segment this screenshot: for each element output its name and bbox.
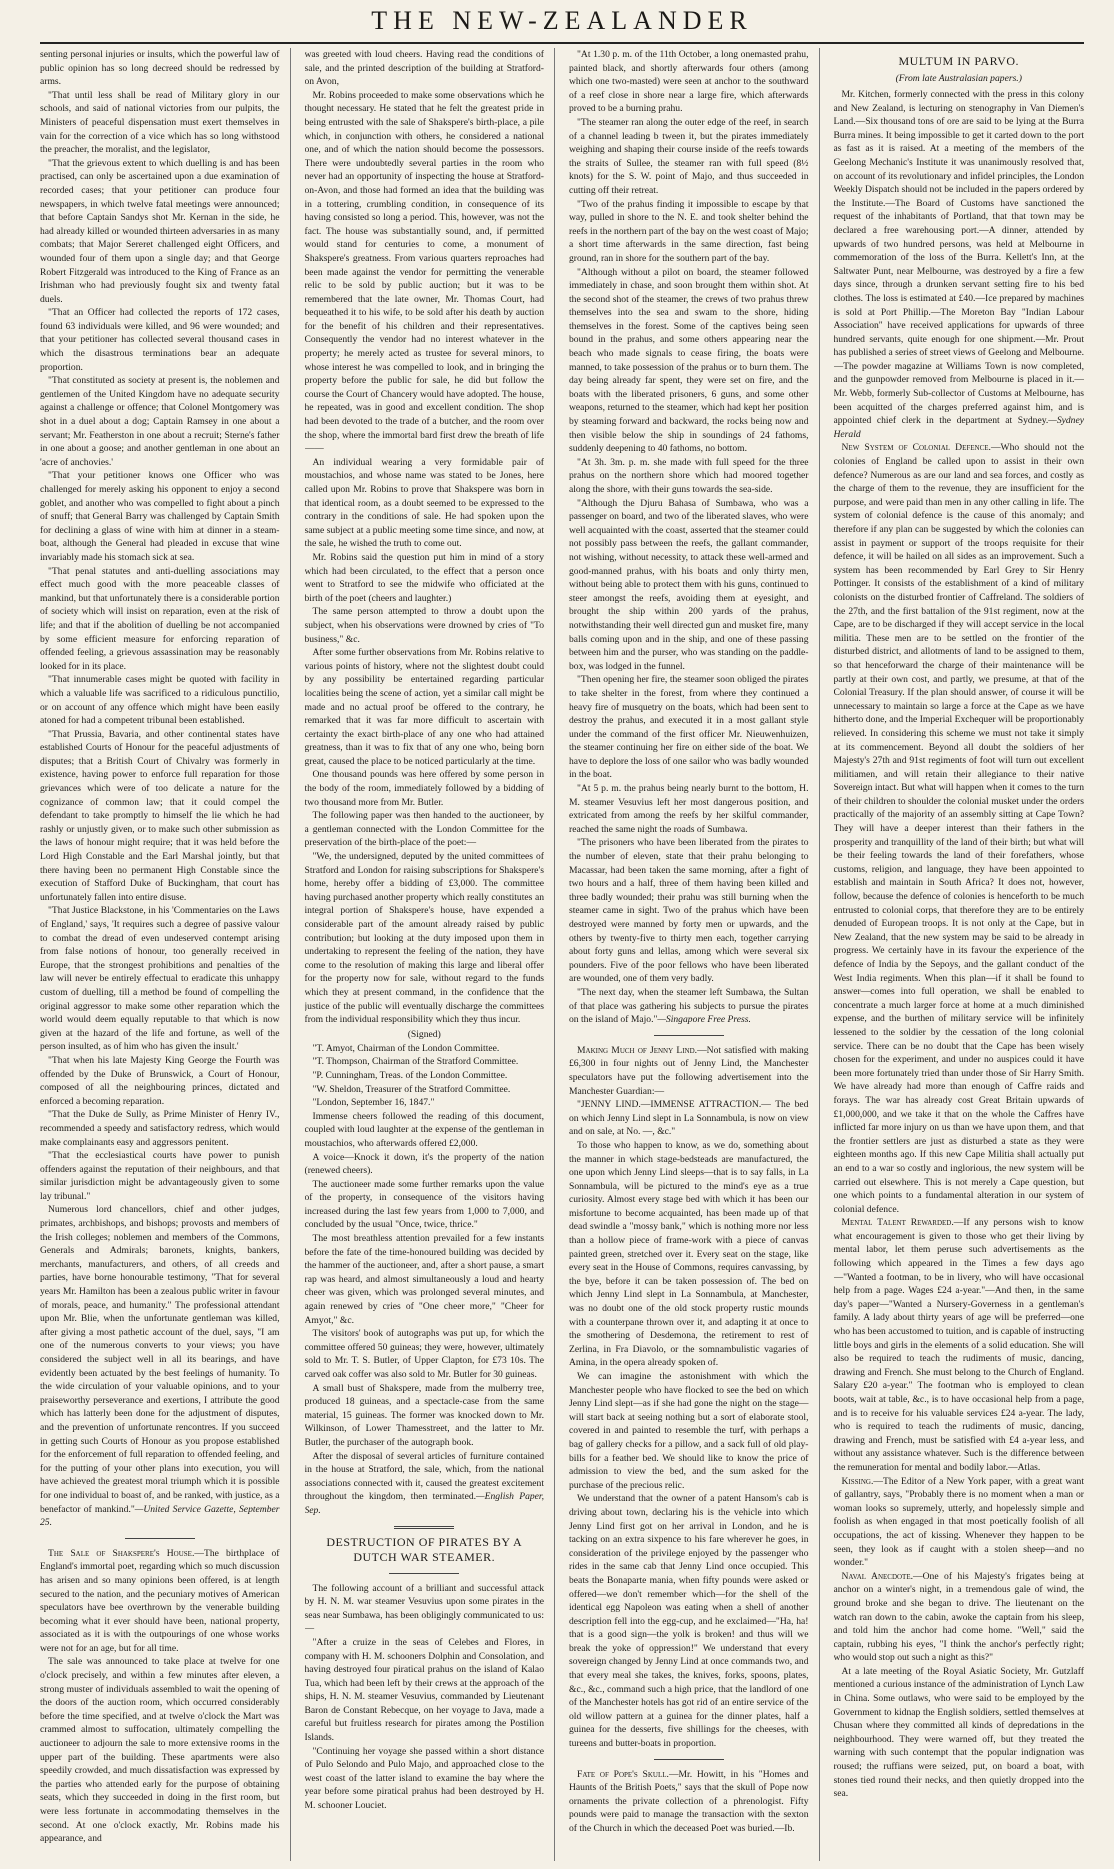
- paragraph: "At 3h. 3m. p. m. she made with full speed for the three prahus on the northern shore which had moored together along the shore, with their guns towards the sea-side.: [569, 456, 809, 495]
- paragraph: was greeted with loud cheers. Having read the conditions of sale, and the printed description of the building at Stratford-on Avon,: [304, 49, 544, 88]
- paragraph: "Although the Djuru Bahasa of Sumbawa, who was a passenger on board, and two of the liberated slaves, who were well acquainted with the coast, asserted that the steamer could not possibly pass between the reefs, the gallant commander, not wishing, without necessity, to attack these well-armed and good-manned prahus, with his boats and only thirty men, without being able to protect them with his guns, continued to steer amongst the reefs, avoiding them at eyesight, and brought the ship within 200 yards of the prahus, notwithstanding their well directed gun and musket fire, many balls coming upon and in the ship, and one of these passing between him and the purser, who was standing on the paddle-box, was lodged in the funnel.: [569, 497, 809, 672]
- paragraph-text: The bed on which Jenny Lind slept in La Sonnambula, is now on view and on sale, at No. —, &c.": [569, 1099, 809, 1138]
- article-mental-talent: [834, 1216, 1085, 1474]
- divider: [125, 1538, 195, 1539]
- ad-heading: "JENNY LIND.—IMMENSE ATTRACTION.—: [577, 1099, 771, 1111]
- paragraph: The visitors' book of autographs was put up, for which the committee offered 50 guineas; they were, however, ultimately sold to Mr. T. S. Butler, of Upper Clapton, for £73 10s. The carved oak coffer was also sold to Mr. Butler for 30 guineas.: [304, 1328, 544, 1380]
- article-naval-anecdote: [834, 1570, 1085, 1665]
- paragraph: "That the grievous extent to which duelling is and has been practised, can only be ascertained upon a due examination of recorded cases; that your petitioner can produce four newspapers, in which twelve fatal meetings were announced; that before Captain Sandys shot Mr. Kernan in the side, he had already killed or wounded thirteen adversaries in as many combats; that Major Sereret challenged eight Officers, and wounded four of them upon a single day; and that George Robert Fitzgerald was introduced to the King of France as an Irishman who had previously fought six and twenty fatal duels.: [40, 157, 280, 305]
- paragraph: [569, 1098, 809, 1139]
- signature: "T. Amyot, Chairman of the London Committee.: [312, 1042, 500, 1054]
- source-credit: —United Service Gazette, September 25.: [40, 1503, 280, 1529]
- article-colonial-defence: [834, 441, 1085, 1216]
- article-shakspere-sale: [40, 1547, 280, 1656]
- paragraph: Mr. Robins proceeded to make some observations which he thought necessary. He stated that he felt the greatest pride in being entrusted with the sale of Shakspere's birth-place, a pile which, in conjunction with others, he considered a national one, and of which the nation should become the possessors. There were undoubtedly several parties in the room who never had an opportunity of inspecting the house at Stratford-on-Avon, and those had formed an idea that the building was in a tottering, crumbling condition, in consequence of its having consisted so long a period. This, however, was not the fact. The house was substantially sound, and, if permitted would stand for centuries to come, a monument of Shakspere's greatness. From various quarters reproaches had been made against the vendor for permitting the venerable relic to be sold by public auction; but it was to be remembered that the late owner, Mr. Thomas Court, had bequeathed it to his wife, to be sold after his death by auction for the benefit of his children and their representatives. Consequently the vendor had no interest whatever in the property; he merely acted as trustee for several minors, to whose interest he was compelled to look, and in bringing the property before the public for sale, he did but follow the course the Court of Chancery would have adopted. The house, he repeated, was in good and excellent condition. The shop had been devoted to the trade of a butcher, and the room over the shop, where the immortal bard first drew the breath of life——: [304, 89, 544, 455]
- divider: [394, 1526, 454, 1529]
- paragraph: "Then opening her fire, the steamer soon obliged the pirates to take shelter in the forest, from where they continued a heavy fire of musquetry on the boats, which had been sent to destroy the prahus, and executed it in a most gallant style under the command of the first officer Mr. Nieuwenhuizen, the steamer continuing her fire on either side of the boat. We have to deplore the loss of one sailor who was badly wounded in the boat.: [569, 674, 809, 781]
- article-heading: Naval Anecdote.: [841, 1570, 913, 1582]
- paragraph: At a late meeting of the Royal Asiatic Society, Mr. Gutzlaff mentioned a curious instance of the administration of Lynch Law in China. Some outlaws, who were said to be employed by the Government to kidnap the English soldiers, settled themselves at Chusan where they committed all kinds of depredations in the neighbourhood. They were warned off, but they treated the warning with such contempt that the popular indignation was roused; the ruffians were seized, put, on board a boat, with stones tied round their necks, and then quietly dropped into the sea.: [833, 1665, 1084, 1800]
- masthead: [40, 0, 1084, 44]
- paragraph: One thousand pounds was here offered by some person in the body of the room, immediately followed by a bidding of two thousand more from Mr. Butler.: [304, 769, 544, 808]
- paragraph: We understand that the owner of a patent Hansom's cab is driving about town, declaring his is the vehicle into which Jenny Lind first got on her arrival in London, and he is tacking on an extra sixpence to his fare wherever he goes, in consideration of the privilege enjoyed by the passenger who rides in the same cab that Jenny Lind once occupied. This beats the Bonaparte mania, when fifty pounds were asked or offered—we don't remember which—for the shell of the identical egg Napoleon was eating when a shell of another description fell into the egg-cup, and he exclaimed—"Ha, ha! that is a good sign—the yolk is broken! and thus will we break the yoke of oppression!" We understand that every sovereign changed by Jenny Lind at once commands two, and that every meal she takes, the knives, forks, spoons, plates, &c., &c., command such a high price, that the landlord of one of the Manchester hotels has got rid of an entire service of the old willow pattern at a guinea for the dinner plates, half a guinea for the desserts, five shillings for the cheeses, with tureens and butter-boats in proportion.: [569, 1493, 809, 1750]
- paragraph: Immense cheers followed the reading of this document, coupled with loud laughter at the expense of the gentleman in moustachios, who afterwards offered £2,000.: [304, 1110, 544, 1149]
- article-heading: New System of Colonial Defence.: [841, 442, 991, 454]
- paragraph: "That an Officer had collected the reports of 172 cases, found 63 individuals were killed, and 96 were wounded; and that your petitioner has collected several thousand cases in which the disastrous terminations bear an adequate proportion.: [40, 307, 280, 373]
- paragraph: [40, 1203, 280, 1529]
- source-credit: —Sydney Herald: [833, 415, 1084, 440]
- paragraph: "After a cruize in the seas of Celebes and Flores, in company with H. M. schooners Dolphin and Consolation, and having destroyed four piratical prahus on the island of Kalao Tua, which had been left by their crews at the approach of the ships, H. N. M. steamer Vesuvius, commanded by Lieutenant Baron de Constant Rebecque, on her voyage to Java, made a careful but fruitless research for pirates among the Postilion Islands.: [304, 1636, 544, 1744]
- paragraph: "That constituted as society at present is, the noblemen and gentlemen of the United Kingdom have no adequate security against a challenge or offence; that Colonel Montgomery was shot in a duel about a dog; Captain Ramsey in one about a servant; Mr. Featherston in one about a recruit; Sterne's father in one about a goose; and another gentleman in one about an 'acre of anchovies.': [40, 375, 280, 468]
- paragraph-text: Mr. Kitchen, formerly connected with the press in this colony and New Zealand, is lecturing on stenography in Van Diemen's Land.—Six thousand tons of ore are said to be lying at the Burra Burra mines. It being impossible to get it carted down to the port as fast as it is raised. At a meeting of the members of the Geelong Mechanic's Institute it was unanimously resolved that, on account of its revolutionary and infidel principles, the London Weekly Dispatch should not be included in the papers ordered by the Institute.—The Board of Customs have sanctioned the request of the inhabitants of Portland, that that town may be declared a free warehousing port.—A dinner, attended by upwards of two hundred persons, was held at Melbourne in commemoration of the loss of the Burra. Kellett's Inn, at the Saltwater Punt, near Melbourne, was destroyed by a fire a few days since, through a drunken servant setting fire to his bed clothes. The loss is estimated at £40.—Ice prepared by machines is sold at Port Phillip.—The Moreton Bay "Indian Labour Association" have received applications for upwards of three hundred servants, quite enough for one shipment.—Mr. Prout has published a series of street views of Geelong and Melbourne.—The powder magazine at Williams Town is now completed, and the gunpowder removed from Melbourne is placed in it.—Mr. Webb, formerly Sub-collector of Customs at Melbourne, has been acquitted of the charges preferred against him, and is appointed chief clerk in the department at Sydney.: [833, 89, 1084, 427]
- paragraph-text: —If any persons wish to know what encouragement is given to those who get their living by mental labor, let them peruse such advertisements as the following which appeared in the Times a few days ago—"Wanted a footman, to be in livery, who will have occasional help from a page. Wages £24 a-year."—And then, in the same day's paper—"Wanted a Nursery-Governess in a gentleman's family. A lady about thirty years of age will be preferred—one who has been accustomed to tuition, and is capable of instructing little boys and girls in the elements of a solid education. She will also be required to teach the rudiments of music, dancing, drawing and French. She must belong to the Church of England. Salary £20 a-year." The footman who is employed to clean boots, wait at table, &c., is to have occasional help from a page, and is to receive for his valuable services £24 a-year. The lady, who is required to teach the rudiments of music, dancing, drawing and French, must be satisfied with £4 a-year less, and without any assistance whatever. Such is the difference between the remuneration for mental and bodily labor.—Atlas.: [833, 1217, 1084, 1473]
- paragraph: A voice—Knock it down, it's the property of the nation (renewed cheers).: [304, 1151, 544, 1177]
- paragraph: "At 1.30 p. m. of the 11th October, a long onemasted prahu, painted black, and shortly afterwards four others (among which one two-masted) were seen at anchor to the southward of a reef close in shore near a large fire, which afterwards proved to be a burning prahu.: [569, 49, 809, 115]
- paragraph: The most breathless attention prevailed for a few instants before the fate of the time-honoured building was decided by the hammer of the auctioneer, and, after a short pause, a smart rap was heard, and almost simultaneously a loud and hearty cheer was given, which was prolonged several minutes, and again renewed by cries of "One cheer more," "Cheer for Amyot," &c.: [304, 1233, 544, 1326]
- signed-label: (Signed): [407, 1028, 441, 1040]
- section-heading: MULTUM IN PARVO.: [898, 54, 1019, 68]
- divider: [389, 1573, 459, 1574]
- section-subheading: (From late Australasian papers.): [895, 73, 1022, 84]
- source-credit: —English Paper, Sep.: [304, 1491, 544, 1516]
- paragraph: "That until less shall be read of Military glory in our schools, and said of national victories from our pulpits, the Ministers of peaceful dispensation must exert themselves in vain for the correction of a vice which has so long withstood the preacher, the moralist, and the legislator,: [40, 89, 280, 156]
- article-heading-pirates: DESTRUCTION OF PIRATES BY A DUTCH WAR STEAMER.: [326, 1534, 523, 1564]
- signature-date: "London, September 16, 1847.": [312, 1097, 435, 1109]
- columns: [40, 48, 1084, 1861]
- paragraph: "That the ecclesiastical courts have power to punish offenders against the reputation of their neighbours, and that similar jurisdiction might be advantageously given to some lay tribunal.": [40, 1150, 280, 1202]
- divider: [654, 1035, 724, 1036]
- paragraph: An individual wearing a very formidable pair of moustachios, and whose name was stated to be Jones, here called upon Mr. Robins to prove that Shakspere was born in that identical room, as a doubt seemed to be expressed to the contrary in the conditions of sale. He had spoken upon the same subject at a public meeting some time since, and now, at the sale, he wished the truth to come out.: [304, 456, 544, 550]
- signature: "W. Sheldon, Treasurer of the Stratford Committee.: [312, 1083, 511, 1095]
- paragraph-text: After the disposal of several articles of furniture contained in the house at Stratford, the sale, which, from the national associations connected with it, caused the greatest excitement throughout the kingdom, then terminated.: [304, 1450, 544, 1503]
- masthead-title: THE NEW-ZEALANDER: [371, 6, 753, 35]
- article-heading: Fate of Pope's Skull.: [577, 1768, 669, 1780]
- signature: "T. Thompson, Chairman of the Stratford Committee.: [312, 1056, 519, 1068]
- paragraph: After some further observations from Mr. Robins relative to various points of history, where not the slightest doubt could by any possibility be entertained regarding particular localities being the scene of action, yet a similar call might be made and no actual proof be offered to the contrary, he remarked that it was far more difficult to ascertain with certainty the exact birth-place of any one who had attained greatness, than it was to fix that of any one who, being born great, caused the place to be noticed particularly at the time.: [304, 647, 544, 767]
- article-heading: Kissing.: [841, 1475, 874, 1487]
- paragraph: "Although without a pilot on board, the steamer followed immediately in chase, and soon brought them within shot. At the second shot of the steamer, the crews of two prahus threw themselves into the sea and swam to the shore, hiding themselves in the forest. Some of the captives being seen bound in the prahus, and some others appearing near the beach who made signals to cease firing, the boats were manned, to take possession of the prahus or to burn them. The day being already far spent, they were set on fire, and the boats with the liberated prisoners, 6 guns, and some other weapons, returned to the steamer, which had kept her position by steaming forward and backward, the rocks being now and then visible below the ship in soundings of 24 fathoms, suddenly deepening to 40 fathoms, no bottom.: [569, 266, 809, 455]
- signature: "P. Cunningham, Treas. of the London Committee.: [312, 1069, 508, 1081]
- column-2: [305, 48, 556, 1861]
- article-heading: Mental Talent Rewarded.: [841, 1217, 954, 1229]
- paragraph: The same person attempted to throw a doubt upon the subject, when his observations were drowned by cries of "To business," &c.: [304, 606, 544, 645]
- paragraph-text: —The Editor of a New York paper, with a great want of gallantry, says, "Probably there is no moment when a man or woman looks so supremely, utterly, and hopelessly simple and foolish as when engaged in that most poetically foolish of all occupations, the act of kissing. Whenever they happen to be seen, they look as if caught with a stolen sheep—and no wonder.": [833, 1475, 1084, 1569]
- paragraph: "That Prussia, Bavaria, and other continental states have established Courts of Honour for the peaceful adjustments of disputes; that a British Court of Chivalry was formerly in existence, having power to enforce full reparation for those grievances which were of too delicate a nature for the cognizance of common law; that it could compel the defendant to take promptly to himself the lie which he had rashly or unjustly given, or to make such other submission as the laws of honour might require; that it was held before the Lord High Constable and the Earl Marshal jointly, but that there having been no permanent High Constable since the execution of Stafford Duke of Buckingham, that court has unfortunately fallen into entire disuse.: [40, 728, 280, 903]
- paragraph-text: —Not satisfied with making £6,300 in four nights out of Jenny Lind, the Manchester speculators have put the following advertisement into the Manchester Guardian:—: [569, 1044, 809, 1097]
- paragraph-text: "The next day, when the steamer left Sumbawa, the Sultan of that place was gathering his subjects to pursue the pirates on the island of Majo.": [569, 986, 809, 1026]
- paragraph: The following paper was then handed to the auctioneer, by a gentleman connected with the London Committee for the preservation of the birth-place of the poet:—: [304, 810, 544, 849]
- divider: [654, 1759, 724, 1760]
- article-heading: The Sale of Shakspere's House.: [48, 1547, 195, 1559]
- paragraph-text: —Mr. Howitt, in his "Homes and Haunts of the British Poets," says that the skull of Pope now ornaments the private collection of a phrenologist. Fifty pounds were paid to manage the transaction with the sexton of the Church in which the deceased Poet was buried.—Ib.: [569, 1768, 809, 1834]
- paragraph: "That when his late Majesty King George the Fourth was offended by the Duke of Brunswick, a Court of Honour, composed of all the neighbouring princes, dictated and enforced a becoming reparation.: [40, 1054, 280, 1107]
- paragraph: Mr. Robins said the question put him in mind of a story which had been circulated, to the effect that a person once went to Stratford to see the midwife who officiated at the birth of the poet (cheers and laughter.): [304, 551, 544, 604]
- source-credit: —Singapore Free Press.: [657, 1014, 751, 1026]
- paragraph: senting personal injuries or insults, which the powerful law of public opinion has so long decreed should be redressed by arms.: [40, 49, 280, 88]
- paragraph: The auctioneer made some further remarks upon the value of the property, in consequence of the visitors having increased during the last few years from 1,000 to 7,000, and concluded by the usual "Once, twice, thrice.": [304, 1178, 544, 1231]
- paragraph: "That penal statutes and anti-duelling associations may effect much good with the more peaceable classes of mankind, but that unfortunately there is a considerable portion of society which will insist on reparation, even at the risk of life; and that if the abolition of duelling be not accompanied by some efficient measure for enforcing reparation of offended feeling, a grievous assassination may be reasonably looked for in its place.: [40, 565, 280, 672]
- paragraph: [305, 1450, 545, 1518]
- paragraph: "The prisoners who have been liberated from the pirates to the number of eleven, state that their prahu belonging to Macassar, had been taken the same morning, after a fight of two hours and a half, three of them having been killed and three badly wounded; their prahu was still burning when the steamer came in sight. Two of the prahus which have been destroyed were manned by forty men or upwards, and the others by twenty-five to thirty men each, together carrying about forty guns and lellas, among which were several six pounders. Five of the poor fellows who have been liberated are wounded, one of them very badly.: [569, 837, 809, 985]
- paragraph: A small bust of Shakspere, made from the mulberry tree, produced 18 guineas, and a spectacle-case from the same material, 15 guineas. The former was knocked down to Mr. Wilkinson, of Lower Thamesstreet, and the latter to Mr. Butler, the purchaser of the autograph book.: [304, 1382, 544, 1448]
- paragraph-text: Numerous lord chancellors, chief and other judges, primates, archbishops, and bishops; provosts and members of the Irish colleges; noblemen and members of the Commons, Generals and Admirals; baronets, knights, bankers, merchants, manufacturers, and others, of all creeds and parties, have borne honourable testimony, "That for several years Mr. Hamilton has been a zealous public writer in favour of morals, peace, and humanity." The professional attendant upon Mr. Blie, when the unfortunate gentleman was killed, after giving a most pathetic account of the duel, says, "I am one of the numerous converts to your views; you have considered the subject well in all its bearings, and have evidently been actuated by the best feelings of humanity. To the wide circulation of your valuable opinions, and to your praiseworthy perseverance and exertions, I attribute the good which has latterly been done for the adjustment of disputes, and the prevention of unfortunate rencontres. If you succeed in getting such Courts of Honour as you propose established for the enforcement of full reparation to offended feeling, and for the putting of your other plans into execution, you will have achieved the greatest moral triumph which it is possible for one individual to boast of, and be ranked, with justice, as a benefactor of mankind.": [40, 1204, 280, 1515]
- paragraph: We can imagine the astonishment with which the Manchester people who have flocked to see the bed on which Jenny Lind slept—as if she had gone the night on the stage—will start back at seeing nothing but a sort of elaborate stool, covered in and painted to resemble the turf, with perhaps a bag of gallery checks for a pillow, and a sack full of old play-bills for a feather bed. We should like to know the price of admission to view the bed, and the sum asked for the purchase of the precious relic.: [569, 1371, 809, 1491]
- paragraph: "We, the undersigned, deputed by the united committees of Stratford and London for raising subscriptions for Shakspere's home, hereby offer a bidding of £3,000. The committee having purchased another property which really constitutes an integral portion of Shakspere's house, have expended a considerable part of the amount already raised by public contribution; but looking at the duty imposed upon them in undertaking to represent the feeling of the nation, they have come to the resolution of making this large and liberal offer for the property now for sale, without regard to the funds which they at present command, in the confidence that the justice of the public will eventually discharge the committees from the individual responsibility which they thus incur.: [304, 851, 544, 1026]
- paragraph: "That your petitioner knows one Officer who was challenged for merely asking his opponent to enjoy a second goblet, and another who was compelled to fight about a pinch of snuff; that General Barry was challenged by Captain Smith for declining a glass of wine with him at dinner in a steam-boat, although the General had pleaded in excuse that wine invariably made his stomach sick at sea.: [40, 470, 280, 563]
- column-3: [569, 48, 820, 1861]
- paragraph: The sale was announced to take place at twelve for one o'clock precisely, and within a few minutes after eleven, a strong muster of individuals assembled to wait the opening of the doors of the auction room, which occurred considerably before the time specified, and at twelve o'clock the Mart was crammed almost to suffocation, ultimately compelling the auctioneer to adjourn the sale to more extensive rooms in the upper part of the building. These apartments were also speedily crowded, and much dissatisfaction was expressed by the parties who attended early for the purpose of obtaining seats, which they succeeded in doing in the first room, but were less fortunate in accommodating themselves in the second. At one o'clock exactly, Mr. Robins made his appearance, and: [40, 1656, 280, 1845]
- article-heading: Making Much of Jenny Lind.: [577, 1044, 698, 1056]
- paragraph: "At 5 p. m. the prahus being nearly burnt to the bottom, H. M. steamer Vesuvius left her most dangerous position, and extricated from among the reefs by her skilful commander, reached the same night the roads of Sumbawa.: [569, 783, 809, 835]
- paragraph: "That the Duke de Sully, as Prime Minister of Henry IV., recommended a speedy and satisfactory redress, which would make complainants easy and aggressors penitent.: [40, 1109, 280, 1148]
- column-4: [834, 48, 1085, 1861]
- paragraph: [834, 88, 1085, 441]
- paragraph: "Continuing her voyage she passed within a short distance of Pulo Selondo and Pulo Majo, and approached close to the west coast of the latter island to examine the bay where the year before some piratical prahus had been destroyed by H. M. schooner Louciet.: [304, 1745, 544, 1812]
- article-kissing: [834, 1475, 1085, 1570]
- paragraph: "That Justice Blackstone, in his 'Commentaries on the Laws of England,' says, 'It requires such a degree of passive valour to combat the dread of even undeserved contempt arising from false notions of honour, too generally received in Europe, that the strongest prohibitions and penalties of the law will never be entirely effectual to eradicate this unhappy custom of duelling, till a method be found of compelling the original aggressor to make some other reparation which the world would deem equally reputable to that which is now given at the hazard of the life and fortune, as well of the person insulted, as of him who has given the insult.': [40, 905, 280, 1053]
- paragraph: "That innumerable cases might be quoted with facility in which a valuable life was sacrificed to a ridiculous punctilio, or on account of any offence which might have been easily atoned for had a competent tribunal been established.: [40, 674, 280, 727]
- paragraph: To those who happen to know, as we do, something about the manner in which stage-bedsteads are manufactured, the one upon which Jenny Lind sleeps—that is to say falls, in La Sonnambula, will be pictured to the mind's eye as a true curiosity. Almost every stage bed with which it has been our misfortune to become acquainted, has been made up of that dead swindle a "mossy bank," which is nothing more nor less than a hollow piece of frame-work with a piece of canvas painted green, stretched over it. Every seat on the stage, like every seat in the House of Commons, requires canvassing, by the bye, before it can be taken possession of. The bed on which Jenny Lind slept in La Sonnambula, at Manchester, was no doubt one of the old stock property rustic mounds with a counterpane thrown over it, and adapting it at once to the smothering of Desdemona, the retirement to rest of Zerlina, in Fra Diavolo, or the somnambulistic vagaries of Amina, in the opera already spoken of.: [569, 1139, 809, 1369]
- paragraph-text: —One of his Majesty's frigates being at anchor on a winter's night, in a tremendous gale of wind, the ground broke and she began to drive. The lieutenant on the watch ran down to the cabin, awoke the captain from his sleep, and told him the anchor had come home. "Well," said the captain, rubbing his eyes, "I think the anchor's perfectly right; who would stop out such a night as this?": [833, 1570, 1084, 1664]
- paragraph: "Two of the prahus finding it impossible to escape by that way, pulled in shore to the N. E. and took shelter behind the reefs in the northern part of the bay on the west coast of Majo; a short time afterwards in the same direction, fast being ground, ran in shore for the southern part of the bay.: [569, 198, 809, 264]
- article-popes-skull: [569, 1768, 809, 1836]
- paragraph-text: —Who should not the colonies of England be called upon to assist in their own defence? Numerous as are our land and sea forces, and costly as the charge of them to the revenue, they are insufficient for the purpose, and were paid than men in any other calling in life. The system of colonial defence is the cause of this anomaly; and therefore if any plan can be suggested by which the colonies can assist in payment or support of the troops requisite for their defence, it will be hailed on all sides as an improvement. Such a system has been recommended by Earl Grey to Sir Henry Pottinger. It consists of the establishment of a kind of military colonists on the disturbed frontier of Caffreland. The soldiers of the 27th, and the first battalion of the 91st regiment, now at the Cape, are to be discharged if they will accept service in the local militia. These men are to be settled on the frontier of the disturbed district, and allotments of land to be assigned to them, so that henceforward the charge of their maintenance will be partly at their own cost, and partly, we presume, at that of the Colonial Treasury. If the plan should answer, of course it will be unnecessary to maintain so large a force at the Cape as we have hitherto done, and the Imperial Exchequer will be proportionably relieved. In considering this scheme we must not take it simply at its commencement. Beyond all doubt the soldiers of her Majesty's 27th and 91st regiments of foot will turn out excellent militiamen, and will retain their allegiance to their native Sovereign intact. But what will happen when it comes to the turn of their children to shoulder the colonial musket under the orders practically of the majority of an assembly sitting at Cape Town? They will have a deeper interest than their fathers in the prosperity and tranquillity of the land of their birth; but what will be their feeling towards the land of their forefathers, whose customs, religion, and language, they have been appointed to establish and maintain in South Africa? It does not, however, follow, because the defence of colonies is henceforth to be much entrusted to colonial corps, that therefore they are to be entirely denuded of European troops. It is not only at the Cape, but in New Zealand, that the new system may be said to be already in progress. We certainly have in its favour the experience of the defence of India by the Sepoys, and the gallant conduct of the West India regiments. When this plan—if it shall be found to answer—comes into full operation, we shall be enabled to concentrate a much larger force at home at a much diminished expense, and the burthen of military service will be infinitely lessened to the soldier by the cessation of the long colonial service. There can be no doubt that the Cape has been wisely chosen for the experiment, and under no auspices could it have been more fortunately tried than under those of Sir Harry Smith. We have already had more than enough of Caffre raids and forays. The war has already cost Great Britain upwards of £1,000,000, and we take it that on the whole the Caffres have inflicted far more injury on us than we have upon them, and that the frontier settlers are just as disturbed a state as they were eighteen months ago. If this new Cape Militia shall actually put an end to a war so costly and inglorious, the new system will be carried out elsewhere. This is not merely a Cape question, but one which points to a fundamental alteration in our system of colonial defence.: [833, 442, 1084, 1215]
- paragraph: "The steamer ran along the outer edge of the reef, in search of a channel leading b tween it, but the pirates immediately weighing and shaping their course inside of the reefs towards the straits of Sullee, the steamer ran with full speed (8½ knots) for the S. W. point of Majo, and thus succeeded in cutting off their retreat.: [569, 116, 809, 196]
- paragraph: [569, 986, 809, 1027]
- article-jenny-lind: [569, 1044, 809, 1098]
- column-1: [40, 48, 291, 1861]
- paragraph: The following account of a brilliant and successful attack by H. N. M. war steamer Vesuvius upon some pirates in the seas near Sumbawa, has been obligingly communicated to us:—: [304, 1582, 544, 1635]
- paragraph-text: —The birthplace of England's immortal poet, regarding which so much discussion has arisen and so many opinions been offered, is at length secured to the nation, and the pecuniary motives of American speculators have bee overthrown by the venerable building becoming what it ever should have been, national property, associated as it is with the outpourings of one whose works were not for an age, but for all time.: [40, 1547, 280, 1654]
